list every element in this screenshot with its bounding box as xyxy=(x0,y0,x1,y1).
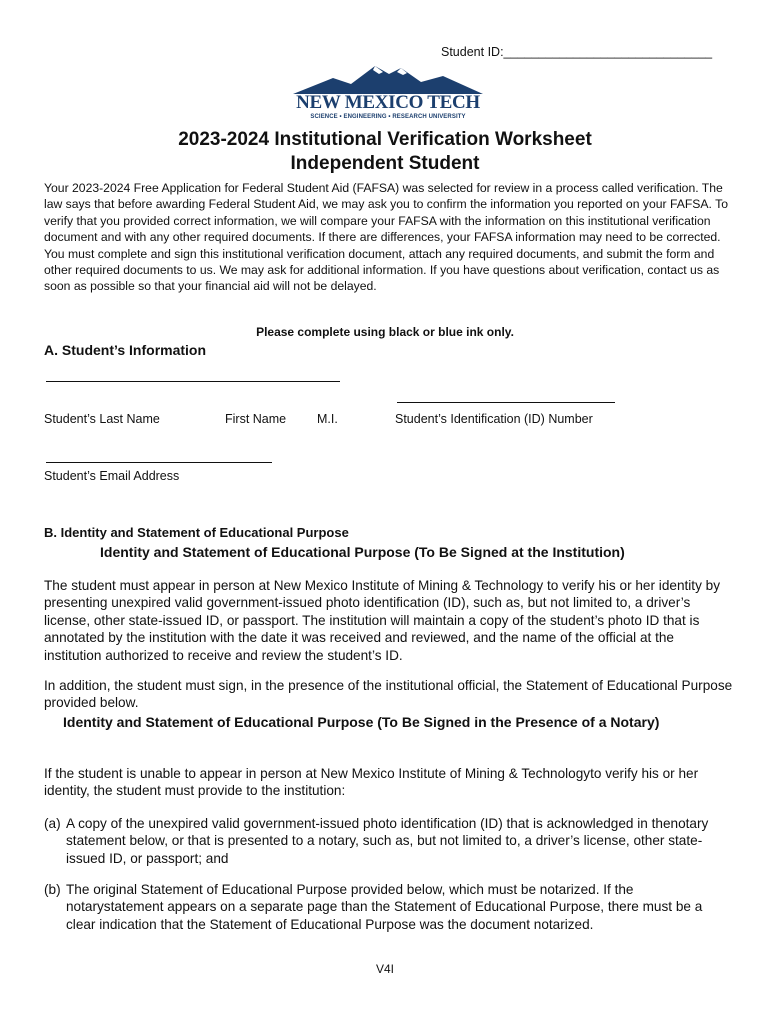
id-number-label: Student’s Identification (ID) Number xyxy=(395,412,593,426)
page-version: V4I xyxy=(375,962,394,976)
signature-paragraph: In addition, the student must sign, in the presence of the institutional official, the Statement of Educational Purpose provided below. xyxy=(44,678,733,711)
first-name-label: First Name xyxy=(225,412,287,426)
student-id-field: Student ID:______________________________ xyxy=(441,45,713,59)
logo-tagline: SCIENCE • ENGINEERING • RESEARCH UNIVERSITY xyxy=(310,114,466,120)
email-label: Student’s Email Address xyxy=(44,469,180,483)
list-item-b-marker: (b) xyxy=(44,882,61,897)
section-b-heading: B. Identity and Statement of Educational Purpose xyxy=(44,525,349,540)
institution-paragraph: The student must appear in person at New Mexico Institute of Mining & Technology to verify his or her identity by presenting unexpired valid government-issued photo identification (ID), such as, but not limited to, a driver’s license, other state-issued ID, or passport. The institution will maintain a copy of the student’s photo ID that is annotated by the institution with the date it was received and reviewed, and the name of the official at the institution authorized to receive and review the student’s ID. xyxy=(44,578,721,663)
notary-subheading: Identity and Statement of Educational Purpose (To Be Signed in the Presence of a Notary) xyxy=(63,714,660,730)
last-name-label: Student’s Last Name xyxy=(44,412,160,426)
list-item-b xyxy=(44,881,734,933)
name-signature-line[interactable] xyxy=(46,381,340,382)
ink-instruction-text: Please complete using black or blue ink only. xyxy=(256,325,514,339)
middle-initial-label: M.I. xyxy=(317,412,338,426)
student-id-number-line[interactable] xyxy=(397,402,615,403)
list-item-b-text: The original Statement of Educational Purpose provided below, which must be notarized. If the notarystatement appears on a separate page than the Statement of Educational Purpose, there must be a clear indication that the Statement of Educational Purpose was the document notarized. xyxy=(66,882,703,932)
university-logo xyxy=(293,64,483,124)
list-item-a xyxy=(44,815,734,867)
ink-instruction xyxy=(0,325,770,339)
logo-name: NEW MEXICO TECH xyxy=(296,92,480,113)
title-line-2: Independent Student xyxy=(290,153,480,174)
list-item-a-marker: (a) xyxy=(44,816,61,831)
list-item-a-text: A copy of the unexpired valid government-issued photo identification (ID) that is acknowledged in thenotary statement below, or that is presented to a notary, such as, but not limited to, a driver’s license, other state-issued ID, or passport; and xyxy=(66,816,709,866)
section-a-heading: A. Student’s Information xyxy=(44,342,207,358)
email-line[interactable] xyxy=(46,462,272,463)
intro-paragraph: Your 2023-2024 Free Application for Federal Student Aid (FAFSA) was selected for review in a process called verification. The law says that before awarding Federal Student Aid, we may ask you to confirm the information you reported on your FAFSA. To verify that you provided correct information, we will compare your FAFSA with the information on this institutional verification document and with any other required documents. If there are differences, your FAFSA information may need to be corrected. You must complete and sign this institutional verification document, attach any required documents, and submit the form and other required documents to us. We may ask for additional information. If you have questions about verification, contact us as soon as possible so that your financial aid will not be delayed. xyxy=(44,181,728,294)
institution-subheading: Identity and Statement of Educational Purpose (To Be Signed at the Institution) xyxy=(100,544,625,560)
notary-paragraph: If the student is unable to appear in person at New Mexico Institute of Mining & Technologyto verify his or her identity, the student must provide to the institution: xyxy=(44,766,699,799)
title-line-1: 2023-2024 Institutional Verification Worksheet xyxy=(178,129,592,150)
page-title xyxy=(0,128,770,176)
mountain-logo-icon xyxy=(293,64,483,94)
